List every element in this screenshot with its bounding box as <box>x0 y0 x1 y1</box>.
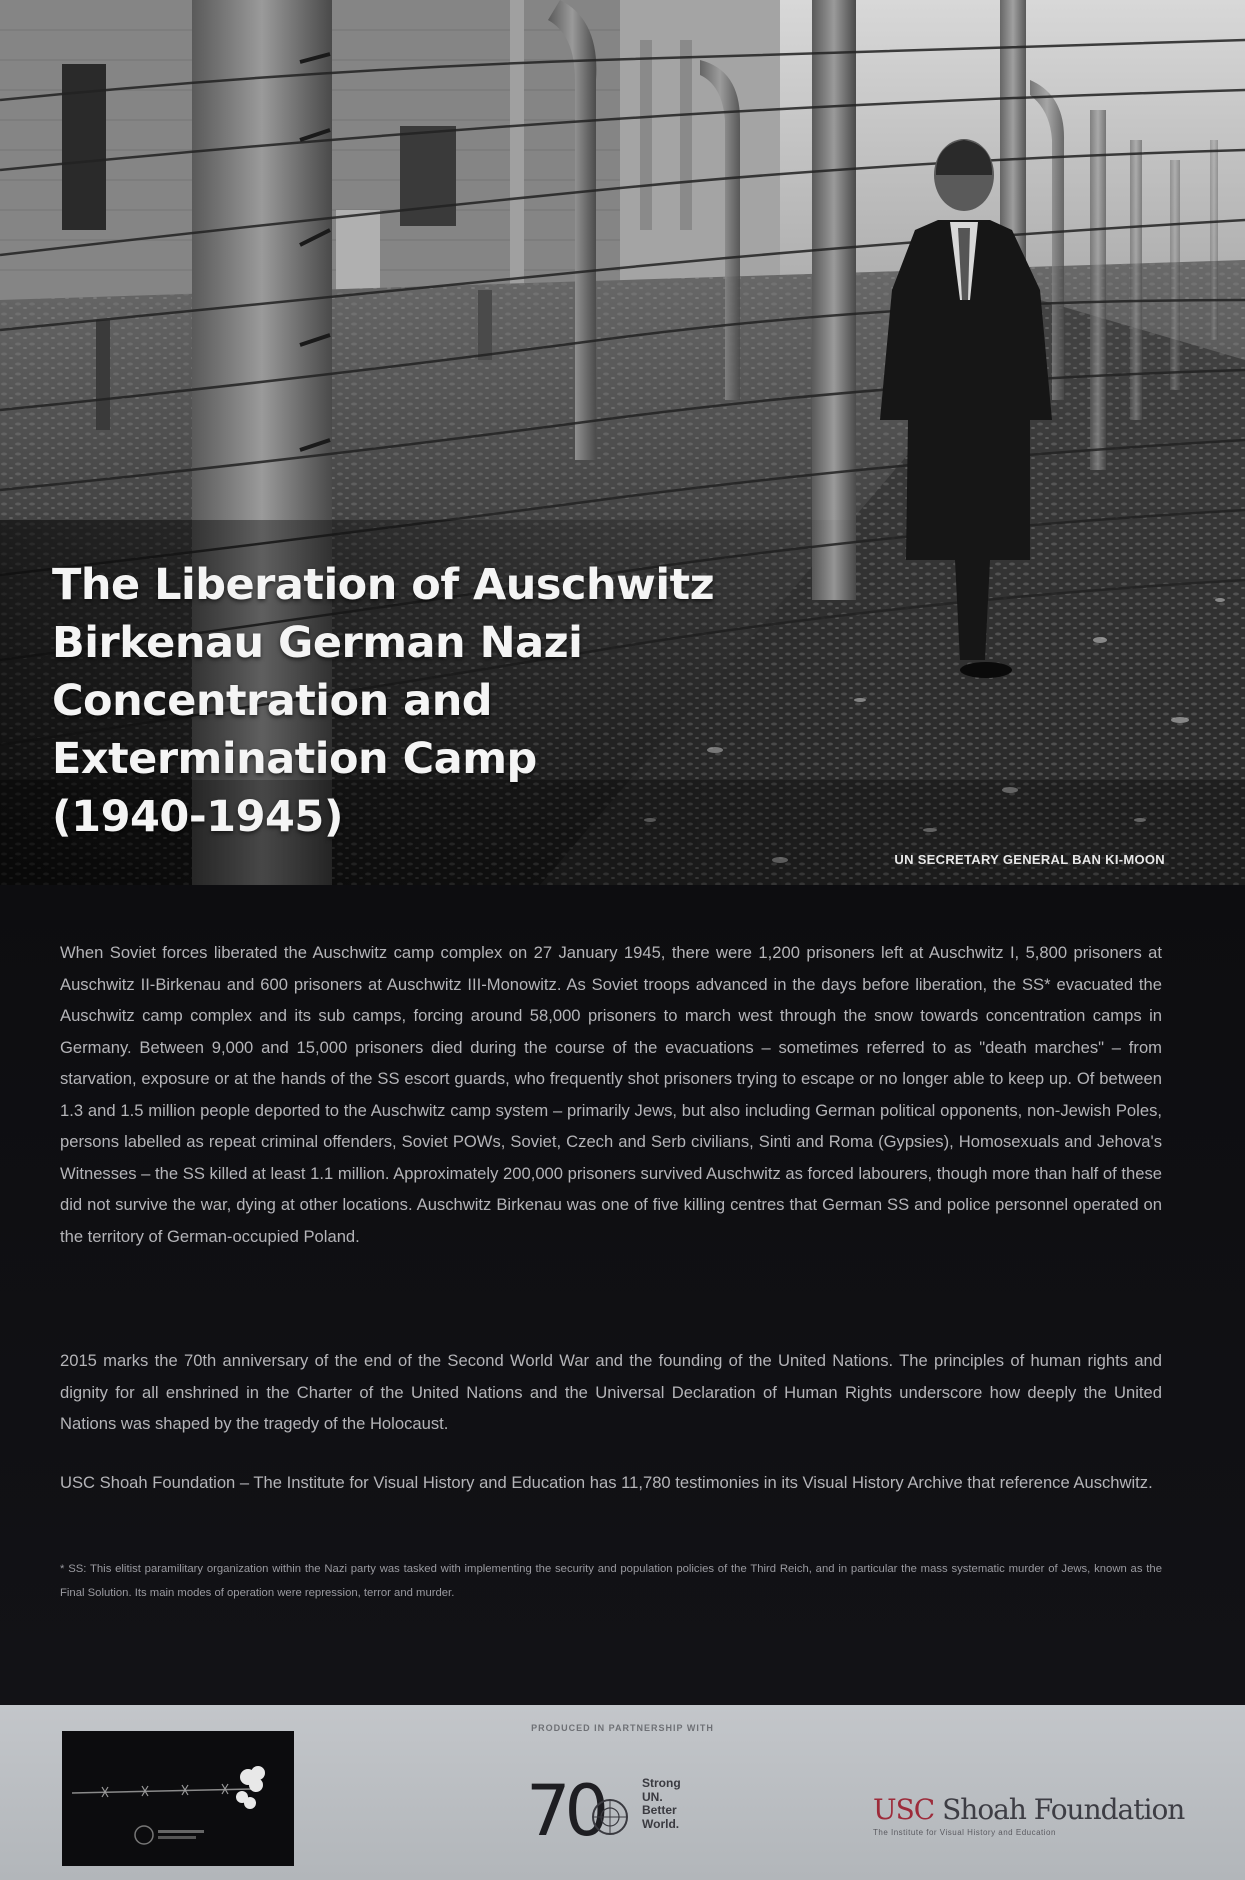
usc-subtitle: The Institute for Visual History and Education <box>873 1828 1056 1837</box>
photo-caption: UN SECRETARY GENERAL BAN KI-MOON <box>894 852 1165 867</box>
partner-label: PRODUCED IN PARTNERSHIP WITH <box>531 1723 714 1733</box>
usc-wordmark: USC <box>873 1793 935 1826</box>
un-emblem-icon <box>578 1785 642 1849</box>
title-line: The Liberation of Auschwitz <box>52 560 715 610</box>
un70-tagline <box>642 1777 712 1831</box>
tagline-word: Strong <box>642 1776 681 1790</box>
title-line: Extermination Camp <box>52 734 537 784</box>
un70-numeral: 70 <box>526 1770 604 1852</box>
shoah-foundation-wordmark: Shoah Foundation <box>934 1793 1185 1826</box>
history-paragraph: When Soviet forces liberated the Auschwitz camp complex on 27 January 1945, there were 1,200 prisoners left at Auschwitz I, 5,800 prisoners at Auschwitz II-Birkenau and 600 prisoners at Auschwitz III-Monowitz. As Soviet troops advanced in the days before liberation, the SS* evacuated the Auschwitz camp complex and its sub camps, forcing around 58,000 prisoners to march west through the snow towards concentration camps in Germany. Between 9,000 and 15,000 prisoners died during the course of the evacuations – sometimes referred to as "death marches" – from starvation, exposure or at the hands of the SS escort guards, who frequently shot prisoners trying to escape or no longer able to keep up. Of between 1.3 and 1.5 million people deported to the Auschwitz camp system – primarily Jews, but also including German political opponents, non-Jewish Poles, persons labelled as repeat criminal offenders, Soviet POWs, Soviet, Czech and Serb civilians, Sinti and Roma (Gypsies), Homosexuals and Jehova's Witnesses – the SS killed at least 1.1 million. Approximately 200,000 prisoners survived Auschwitz as forced labourers, though more than half of these did not survive the war, dying at other locations. Auschwitz Birkenau was one of five killing centres that German SS and police personnel operated on the territory of German-occupied Poland. <box>60 943 1162 1246</box>
tagline-word: Better <box>642 1803 677 1817</box>
foundation-paragraph: USC Shoah Foundation – The Institute for Visual History and Education has 11,780 testimonies in its Visual History Archive that reference Auschwitz. <box>60 1473 1153 1492</box>
partner-footer <box>0 1705 1245 1880</box>
un70-logo <box>520 1769 710 1863</box>
poster-title <box>52 556 772 846</box>
anniversary-paragraph: 2015 marks the 70th anniversary of the end of the Second World War and the founding of the United Nations. The principles of human rights and dignity for all enshrined in the Charter of the United Nations and the Universal Declaration of Human Rights underscore how deeply the United Nations was shaped by the tragedy of the Holocaust. <box>60 1351 1162 1433</box>
holocaust-remembrance-logo <box>62 1731 294 1866</box>
tagline-word: World. <box>642 1816 680 1831</box>
ss-footnote: * SS: This elitist paramilitary organization within the Nazi party was tasked with implementing the security and population policies of the Third Reich, and in particular the mass systematic murder of Jews, known as the Final Solution. Its main modes of operation were repression, terror and murder. <box>60 1563 1162 1599</box>
usc-shoah-foundation-logo <box>873 1793 1184 1837</box>
title-line: (1940-1945) <box>52 792 344 842</box>
text-panel <box>0 885 1245 1705</box>
tagline-word: UN. <box>642 1789 663 1804</box>
hero-photograph <box>0 0 1245 885</box>
barbed-wire-flower-icon <box>62 1731 294 1866</box>
title-line: Concentration and <box>52 676 493 726</box>
title-line: Birkenau German Nazi <box>52 618 583 668</box>
